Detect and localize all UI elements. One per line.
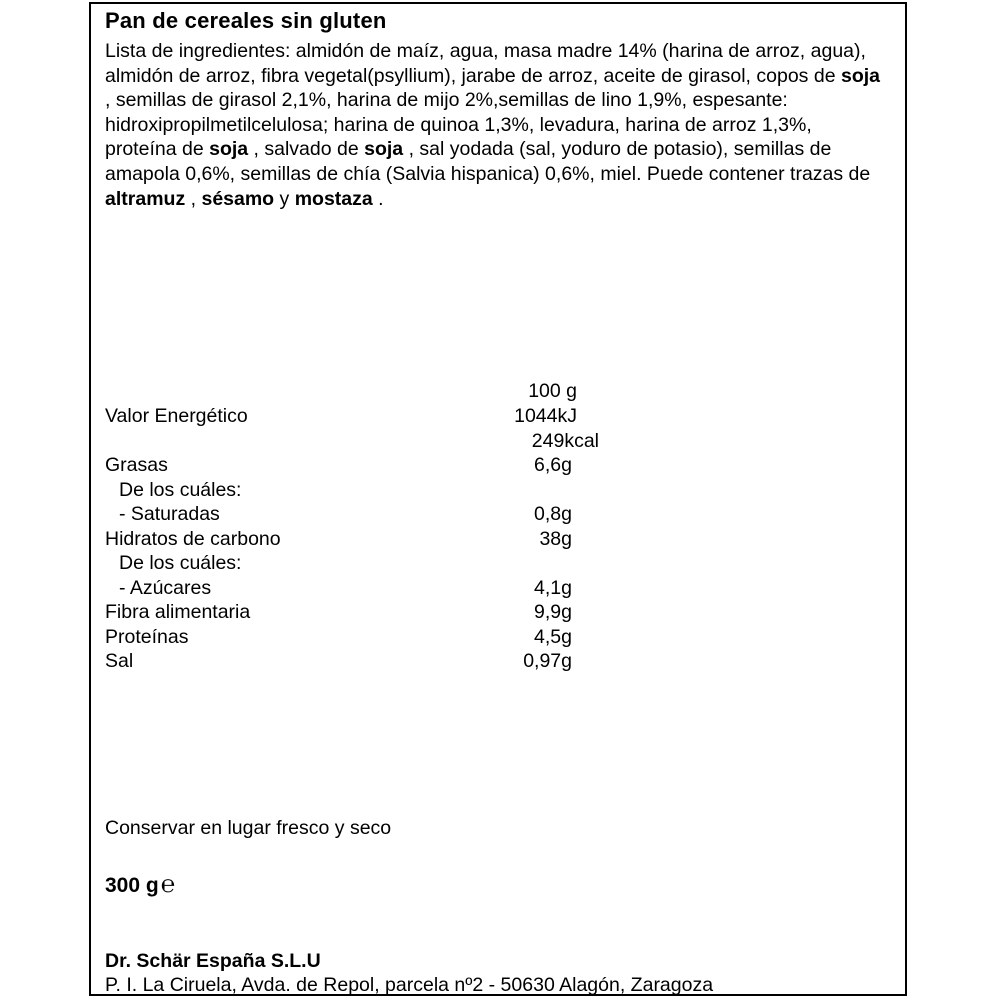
nutrient-label-salt: Sal — [105, 650, 134, 672]
allergen-highlight: soja — [209, 138, 249, 161]
ingredients-text: . — [372, 187, 384, 210]
nutrient-value-sugars: 4,1g — [534, 577, 572, 599]
nutrient-label-of-which-2: De los cuáles: — [119, 552, 242, 574]
ingredients-text: y — [274, 187, 295, 210]
nutrient-value-protein: 4,5g — [534, 626, 572, 648]
allergen-highlight: mostaza — [294, 187, 373, 210]
net-weight-value: 300 g — [105, 874, 159, 897]
nutrient-label-saturated: - Saturadas — [119, 503, 220, 525]
storage-instructions: Conservar en lugar fresco y seco — [105, 817, 392, 839]
company-name: Dr. Schär España S.L.U — [105, 950, 321, 972]
nutrient-value-carbs: 38g — [539, 528, 572, 550]
ingredients-text: , sal yodada (sal, yoduro de potasio), semillas de amapola 0,6%, semillas de chía (Salvia hispanica) 0,6%, miel. Puede contener trazas de — [105, 138, 871, 185]
ingredients-text: , — [185, 187, 202, 210]
nutrient-label-fibre: Fibra alimentaria — [105, 601, 251, 623]
estimated-sign-icon: ℮ — [160, 871, 176, 898]
nutrient-value-salt: 0,97g — [523, 650, 572, 672]
product-label — [89, 2, 907, 996]
nutrient-label-sugars: - Azúcares — [119, 577, 212, 599]
nutrient-label-of-which: De los cuáles: — [119, 479, 242, 501]
product-title: Pan de cereales sin gluten — [105, 8, 387, 33]
energy-kj-value: 1044kJ — [514, 405, 577, 427]
allergen-highlight: altramuz — [105, 187, 186, 210]
nutrient-label-carbs: Hidratos de carbono — [105, 528, 281, 550]
nutrient-label-fat: Grasas — [105, 454, 168, 476]
nutrient-value-fat: 6,6g — [534, 454, 572, 476]
ingredients-text: , salvado de — [248, 138, 365, 161]
nutrient-value-fibre: 9,9g — [534, 601, 572, 623]
energy-kcal-value: 249kcal — [531, 430, 599, 452]
company-address: P. I. La Ciruela, Avda. de Repol, parcela nº2 - 50630 Alagón, Zaragoza — [105, 974, 714, 996]
ingredients-list — [105, 39, 885, 211]
allergen-highlight: sésamo — [201, 187, 275, 210]
ingredients-text: , semillas de girasol 2,1%, harina de mijo 2%,semillas de lino 1,9%, espesante: hidroxipropilmetilcelulosa; harina de quinoa 1,3%, levadura, harina de arroz 1,3%, proteína de — [105, 89, 812, 161]
allergen-highlight: soja — [364, 138, 404, 161]
energy-label: Valor Energético — [105, 405, 248, 427]
net-weight — [105, 871, 175, 899]
ingredients-text: Lista de ingredientes: almidón de maíz, agua, masa madre 14% (harina de arroz, agua), almidón de arroz, fibra vegetal(psyllium), jarabe de arroz, aceite de girasol, copos de — [105, 40, 866, 87]
nutrient-label-protein: Proteínas — [105, 626, 189, 648]
nutrition-header: 100 g — [528, 380, 577, 402]
nutrient-value-saturated: 0,8g — [534, 503, 572, 525]
allergen-highlight: soja — [840, 64, 880, 87]
